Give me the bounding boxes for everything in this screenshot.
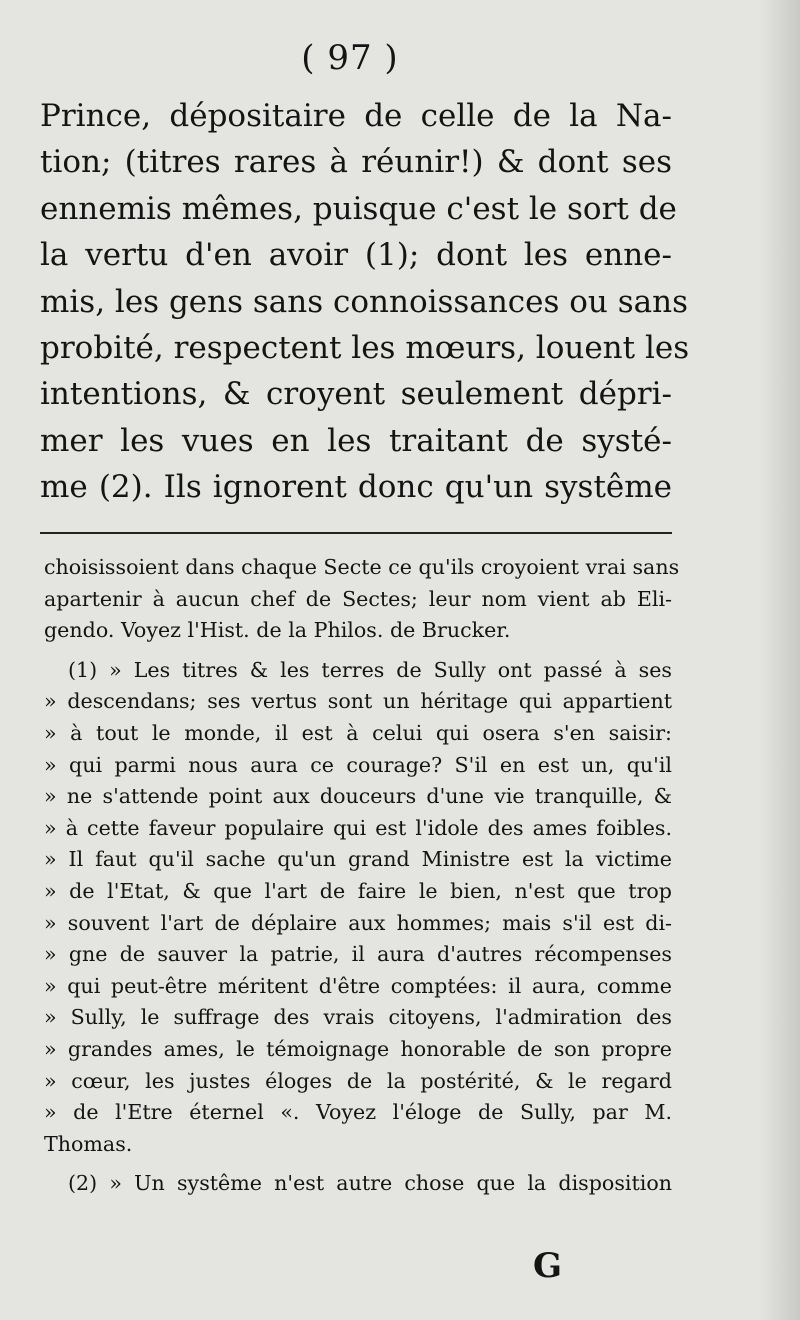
footnote-1-line: » qui peut-être méritent d'être comptées: il aura, comme bbox=[44, 973, 672, 998]
footnote-gap bbox=[44, 1160, 672, 1168]
main-text-line: tion; (titres rares à réunir!) & dont ses bbox=[40, 144, 672, 181]
footnote-1-line: » de l'Etre éternel «. Voyez l'éloge de Sully, par M. bbox=[44, 1100, 672, 1125]
footnote-1-line: » ne s'attende point aux douceurs d'une vie tranquille, & bbox=[44, 784, 672, 809]
footnote-1-line: » Il faut qu'il sache qu'un grand Ministre est la victime bbox=[44, 847, 672, 872]
main-text-line: probité, respectent les mœurs, louent les bbox=[40, 330, 690, 367]
page-number: ( 97 ) bbox=[301, 38, 399, 78]
footnote-2-line: (2) » Un systême n'est autre chose que la disposition bbox=[68, 1171, 672, 1196]
footnote-1-line: » descendans; ses vertus sont un héritage qui appartient bbox=[44, 689, 672, 714]
footnote-1-line: » qui parmi nous aura ce courage? S'il en est un, qu'il bbox=[44, 752, 672, 777]
main-text-line: mer les vues en les traitant de systé- bbox=[40, 422, 672, 459]
footnote-1-line: » de l'Etat, & que l'art de faire le bien, n'est que trop bbox=[44, 878, 672, 903]
footnote-1-line: Thomas. bbox=[44, 1131, 133, 1156]
footnote-1-line: » Sully, le suffrage des vrais citoyens, l'admiration des bbox=[44, 1005, 672, 1030]
page-edge-shadow bbox=[760, 0, 800, 1320]
signature-mark: G bbox=[533, 1246, 563, 1286]
footnote-1-line: » grandes ames, le témoignage honorable de son propre bbox=[44, 1036, 672, 1061]
main-text bbox=[40, 93, 690, 511]
main-text-line: la vertu d'en avoir (1); dont les enne- bbox=[40, 237, 672, 274]
footnote-divider bbox=[40, 532, 672, 534]
footnote-gap bbox=[44, 647, 672, 655]
footnote-line: choisissoient dans chaque Secte ce qu'ils croyoient vrai sans bbox=[44, 555, 680, 579]
footnote-1-line: » à cette faveur populaire qui est l'idole des ames foibles. bbox=[44, 815, 672, 840]
main-text-line: ennemis mêmes, puisque c'est le sort de bbox=[40, 190, 677, 227]
main-text-line: intentions, & croyent seulement dépri- bbox=[40, 376, 672, 413]
footnote-1-line: (1) » Les titres & les terres de Sully ont passé à ses bbox=[68, 657, 672, 682]
footnote-1-line: » souvent l'art de déplaire aux hommes; mais s'il est di- bbox=[44, 910, 672, 935]
main-text-line: me (2). Ils ignorent donc qu'un systême bbox=[40, 469, 672, 506]
footnotes bbox=[44, 552, 680, 1200]
footnote-1-line: » cœur, les justes éloges de la postérité, & le regard bbox=[44, 1068, 672, 1093]
footnote-line: gendo. Voyez l'Hist. de la Philos. de Brucker. bbox=[44, 618, 511, 643]
footnote-line: apartenir à aucun chef de Sectes; leur nom vient ab Eli- bbox=[44, 586, 672, 611]
footnote-1-line: » gne de sauver la patrie, il aura d'autres récompenses bbox=[44, 942, 672, 967]
footnote-1-line: » à tout le monde, il est à celui qui osera s'en saisir: bbox=[44, 720, 672, 745]
main-text-line: Prince, dépositaire de celle de la Na- bbox=[40, 98, 672, 134]
main-text-line: mis, les gens sans connoissances ou sans bbox=[40, 283, 689, 320]
